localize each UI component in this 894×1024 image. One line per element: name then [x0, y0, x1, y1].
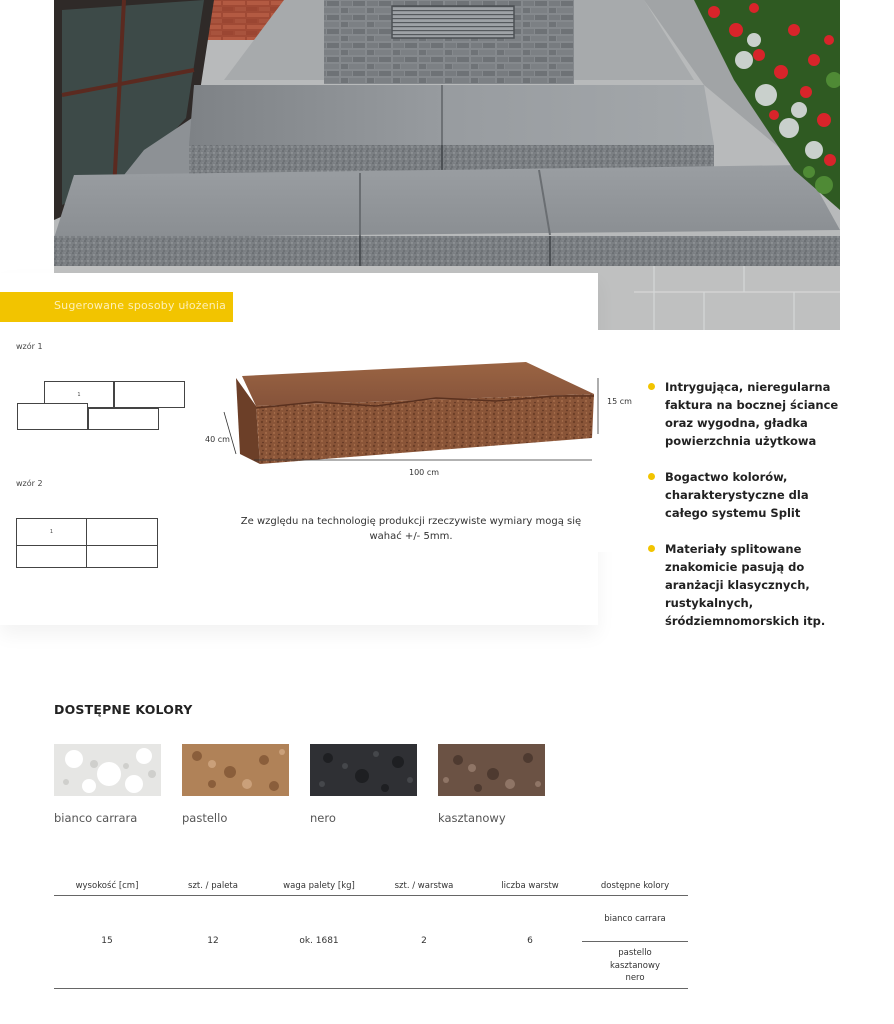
feature-text: Bogactwo kolorów, charakterystyczne dla całego systemu Split	[665, 470, 809, 520]
feature-item	[648, 378, 848, 450]
swatch-bianco-carrara	[54, 744, 161, 796]
pattern2-tile	[16, 545, 87, 568]
feature-item	[648, 468, 848, 522]
bullet-dot-icon	[648, 473, 655, 480]
table-cell: 6	[527, 936, 533, 946]
dim-depth-label: 40 cm	[205, 435, 230, 444]
pattern2-label: wzór 2	[16, 479, 43, 488]
pattern1-label: wzór 1	[16, 342, 43, 351]
features-list	[648, 378, 848, 648]
tile-number: 1	[77, 391, 81, 398]
pattern1-tile	[114, 381, 185, 408]
feature-text: Materiały splitowane znakomicie pasują do aranżacji klasycznych, rustykalnych, śródziemnomorskich itp.	[665, 542, 826, 628]
product-illustration	[196, 356, 636, 486]
feature-text: Intrygująca, nieregularna faktura na bocznej ściance oraz wygodna, gładka powierzchnia użytkowa	[665, 380, 839, 448]
pattern2-tile	[86, 518, 158, 546]
bullet-dot-icon	[648, 383, 655, 390]
colors-section-title: DOSTĘPNE KOLORY	[54, 702, 193, 717]
dim-length-label: 100 cm	[409, 468, 440, 477]
table-cell: 15	[101, 936, 113, 946]
table-rule	[582, 941, 688, 942]
pattern1-tile	[17, 403, 88, 430]
suggested-layouts-title: Sugerowane sposoby ułożenia	[54, 299, 227, 312]
color-entry: kasztanowy	[610, 960, 660, 971]
table-cell: ok. 1681	[299, 936, 339, 946]
table-header: wysokość [cm]	[75, 881, 139, 891]
color-entry: nero	[625, 973, 645, 983]
color-name: kasztanowy	[438, 811, 506, 825]
color-entry: pastello	[618, 948, 652, 958]
color-name: bianco carrara	[54, 811, 138, 825]
table-header: liczba warstw	[501, 881, 559, 891]
table-cell: 12	[207, 936, 219, 946]
pattern2-tile	[86, 545, 158, 568]
color-name: nero	[310, 811, 336, 825]
table-rule	[54, 988, 688, 989]
tolerance-note: Ze względu na technologię produkcji rzeczywiste wymiary mogą się wahać +/- 5mm.	[240, 516, 582, 542]
table-rule	[54, 895, 688, 896]
feature-item	[648, 540, 848, 630]
tile-number: 1	[49, 529, 54, 535]
dim-height-label: 15 cm	[607, 397, 632, 406]
swatch-kasztanowy	[438, 744, 545, 796]
spec-table	[54, 878, 688, 990]
table-header: dostępne kolory	[600, 881, 670, 891]
table-header: szt. / paleta	[188, 881, 238, 891]
table-header: szt. / warstwa	[394, 881, 454, 891]
swatch-pastello	[182, 744, 289, 796]
table-cell-colors-2	[582, 947, 688, 985]
table-header: waga palety [kg]	[283, 881, 355, 891]
swatch-nero	[310, 744, 417, 796]
table-cell: 2	[421, 936, 427, 946]
table-cell-colors-1: bianco carrara	[604, 914, 666, 924]
color-name: pastello	[182, 811, 228, 825]
bullet-dot-icon	[648, 545, 655, 552]
pattern2-tile	[16, 518, 87, 546]
suggested-layouts-bar	[0, 292, 233, 322]
pattern1-tile	[88, 408, 159, 430]
